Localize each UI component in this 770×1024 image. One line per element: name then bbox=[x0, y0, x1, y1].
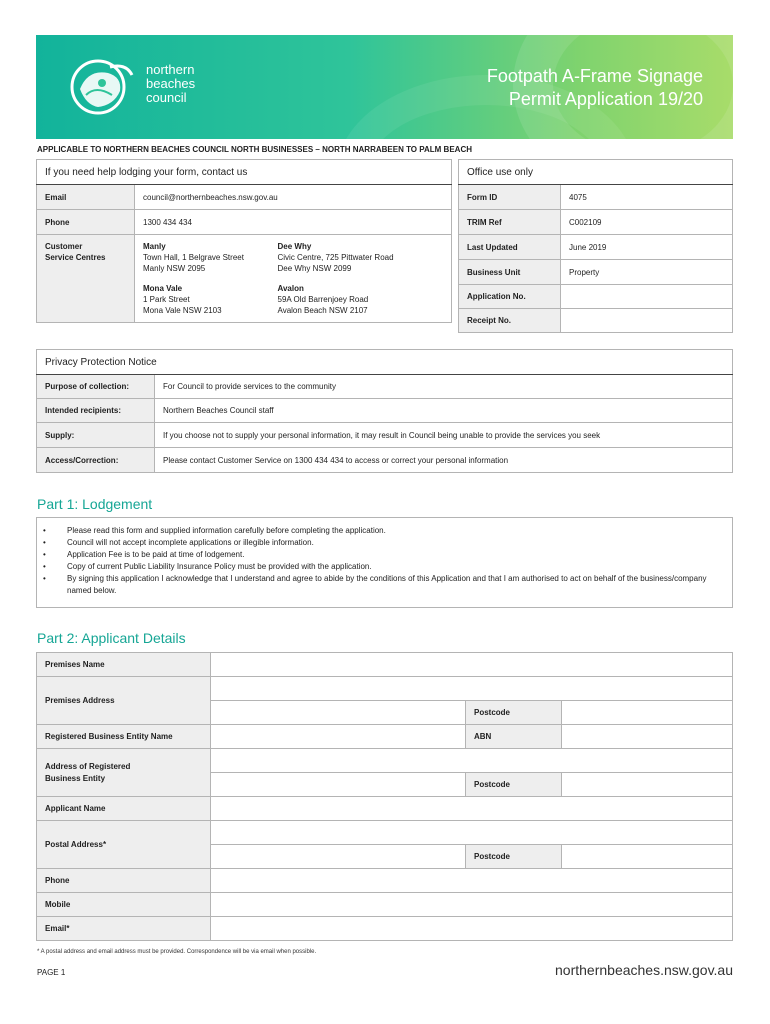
header-banner bbox=[36, 35, 733, 139]
privacy-value: Please contact Customer Service on 1300 434 434 to access or correct your personal information bbox=[155, 448, 733, 473]
receipt-no-label: Receipt No. bbox=[459, 309, 561, 333]
postcode-field[interactable] bbox=[562, 773, 733, 797]
website-link[interactable]: northernbeaches.nsw.gov.au bbox=[555, 962, 733, 978]
service-centres-label bbox=[37, 235, 135, 323]
applicant-name-label: Applicant Name bbox=[37, 797, 211, 821]
contact-table bbox=[36, 159, 452, 323]
email-label: Email bbox=[37, 185, 135, 210]
form-title bbox=[487, 65, 703, 111]
form-id-label: Form ID bbox=[459, 185, 561, 210]
registered-business-label: Registered Business Entity Name bbox=[37, 725, 211, 749]
phone-label: Phone bbox=[37, 210, 135, 235]
centre-name: Avalon bbox=[277, 284, 304, 293]
premises-address-field[interactable] bbox=[211, 677, 733, 701]
postal-address-label: Postal Address* bbox=[37, 821, 211, 869]
business-unit-label: Business Unit bbox=[459, 260, 561, 285]
postal-address-field[interactable] bbox=[211, 845, 466, 869]
business-unit-value: Property bbox=[561, 260, 733, 285]
form-title-line: Permit Application 19/20 bbox=[508, 89, 703, 109]
abn-field[interactable] bbox=[562, 725, 733, 749]
office-use-heading: Office use only bbox=[459, 160, 733, 185]
form-id-value: 4075 bbox=[561, 185, 733, 210]
centre-address: Dee Why NSW 2099 bbox=[277, 264, 352, 273]
receipt-no-field[interactable] bbox=[561, 309, 733, 333]
lodgement-list bbox=[37, 518, 732, 597]
part1-title: Part 1: Lodgement bbox=[37, 496, 153, 512]
lodgement-box bbox=[36, 517, 733, 608]
label-line: Address of Registered bbox=[45, 761, 131, 771]
list-item: • By signing this application I acknowledge that I understand and agree to abide by the conditions of this Application and that I am authorised to act on behalf of the business/company named below. bbox=[43, 573, 722, 597]
logo-text bbox=[146, 63, 195, 105]
centre-address: Manly NSW 2095 bbox=[143, 264, 206, 273]
address-registered-field[interactable] bbox=[211, 773, 466, 797]
privacy-label: Intended recipients: bbox=[37, 399, 155, 423]
registered-business-field[interactable] bbox=[211, 725, 466, 749]
privacy-value: For Council to provide services to the community bbox=[155, 375, 733, 399]
privacy-table bbox=[36, 349, 733, 473]
last-updated-label: Last Updated bbox=[459, 235, 561, 260]
logo-line: beaches bbox=[146, 76, 196, 91]
phone-label: Phone bbox=[37, 869, 211, 893]
application-no-label: Application No. bbox=[459, 285, 561, 309]
list-item: • Council will not accept incomplete applications or illegible information. bbox=[43, 537, 722, 549]
centre-name: Dee Why bbox=[277, 242, 312, 251]
label-line: Business Entity bbox=[45, 773, 106, 783]
centre-avalon bbox=[276, 274, 452, 323]
form-title-line: Footpath A-Frame Signage bbox=[486, 66, 703, 86]
email-value[interactable]: council@northernbeaches.nsw.gov.au bbox=[135, 185, 452, 210]
centre-manly bbox=[135, 235, 276, 275]
logo-line: northern bbox=[146, 62, 195, 77]
label-line: Customer bbox=[45, 242, 83, 251]
centre-address: Avalon Beach NSW 2107 bbox=[277, 306, 368, 315]
premises-address-label: Premises Address bbox=[37, 677, 211, 725]
centre-address: 1 Park Street bbox=[143, 295, 190, 304]
centre-address: Mona Vale NSW 2103 bbox=[143, 306, 222, 315]
application-no-field[interactable] bbox=[561, 285, 733, 309]
mobile-label: Mobile bbox=[37, 893, 211, 917]
council-logo-icon bbox=[66, 55, 138, 119]
abn-label: ABN bbox=[466, 725, 562, 749]
centre-address: 59A Old Barrenjoey Road bbox=[277, 295, 369, 304]
page-number: PAGE 1 bbox=[37, 968, 66, 977]
applicable-notice: APPLICABLE TO NORTHERN BEACHES COUNCIL NORTH BUSINESSES – NORTH NARRABEEN TO PALM BEACH bbox=[37, 145, 472, 154]
address-registered-label bbox=[37, 749, 211, 797]
centre-name: Manly bbox=[143, 242, 166, 251]
privacy-label: Purpose of collection: bbox=[37, 375, 155, 399]
list-item: • Application Fee is to be paid at time of lodgement. bbox=[43, 549, 722, 561]
centre-address: Town Hall, 1 Belgrave Street bbox=[143, 253, 244, 262]
phone-value[interactable]: 1300 434 434 bbox=[135, 210, 452, 235]
address-registered-field[interactable] bbox=[211, 749, 733, 773]
applicant-name-field[interactable] bbox=[211, 797, 733, 821]
privacy-heading: Privacy Protection Notice bbox=[37, 350, 733, 375]
centre-address: Civic Centre, 725 Pittwater Road bbox=[277, 253, 394, 262]
privacy-value: Northern Beaches Council staff bbox=[155, 399, 733, 423]
phone-field[interactable] bbox=[211, 869, 733, 893]
list-item: • Copy of current Public Liability Insurance Policy must be provided with the application. bbox=[43, 561, 722, 573]
office-use-table bbox=[458, 159, 733, 333]
centre-mona-vale bbox=[135, 274, 276, 323]
privacy-label: Supply: bbox=[37, 423, 155, 448]
label-line: Service Centres bbox=[45, 253, 106, 262]
logo-line: council bbox=[146, 90, 187, 105]
postal-address-field[interactable] bbox=[211, 821, 733, 845]
email-field[interactable] bbox=[211, 917, 733, 941]
postcode-label: Postcode bbox=[466, 773, 562, 797]
postcode-field[interactable] bbox=[562, 845, 733, 869]
postcode-label: Postcode bbox=[466, 701, 562, 725]
last-updated-value: June 2019 bbox=[561, 235, 733, 260]
centre-name: Mona Vale bbox=[143, 284, 183, 293]
premises-name-label: Premises Name bbox=[37, 653, 211, 677]
mobile-field[interactable] bbox=[211, 893, 733, 917]
premises-name-field[interactable] bbox=[211, 653, 733, 677]
premises-address-field[interactable] bbox=[211, 701, 466, 725]
part2-title: Part 2: Applicant Details bbox=[37, 630, 186, 646]
contact-heading: If you need help lodging your form, contact us bbox=[37, 160, 452, 185]
list-item: • Please read this form and supplied information carefully before completing the application. bbox=[43, 525, 722, 537]
trim-ref-label: TRIM Ref bbox=[459, 210, 561, 235]
privacy-label: Access/Correction: bbox=[37, 448, 155, 473]
privacy-value: If you choose not to supply your personal information, it may result in Council being unable to provide the services you seek bbox=[155, 423, 733, 448]
trim-ref-value: C002109 bbox=[561, 210, 733, 235]
postcode-label: Postcode bbox=[466, 845, 562, 869]
footnote: * A postal address and email address must be provided. Correspondence will be via email when possible. bbox=[37, 949, 317, 955]
applicant-table bbox=[36, 652, 733, 941]
centre-dee-why bbox=[276, 235, 452, 275]
email-label: Email* bbox=[37, 917, 211, 941]
postcode-field[interactable] bbox=[562, 701, 733, 725]
